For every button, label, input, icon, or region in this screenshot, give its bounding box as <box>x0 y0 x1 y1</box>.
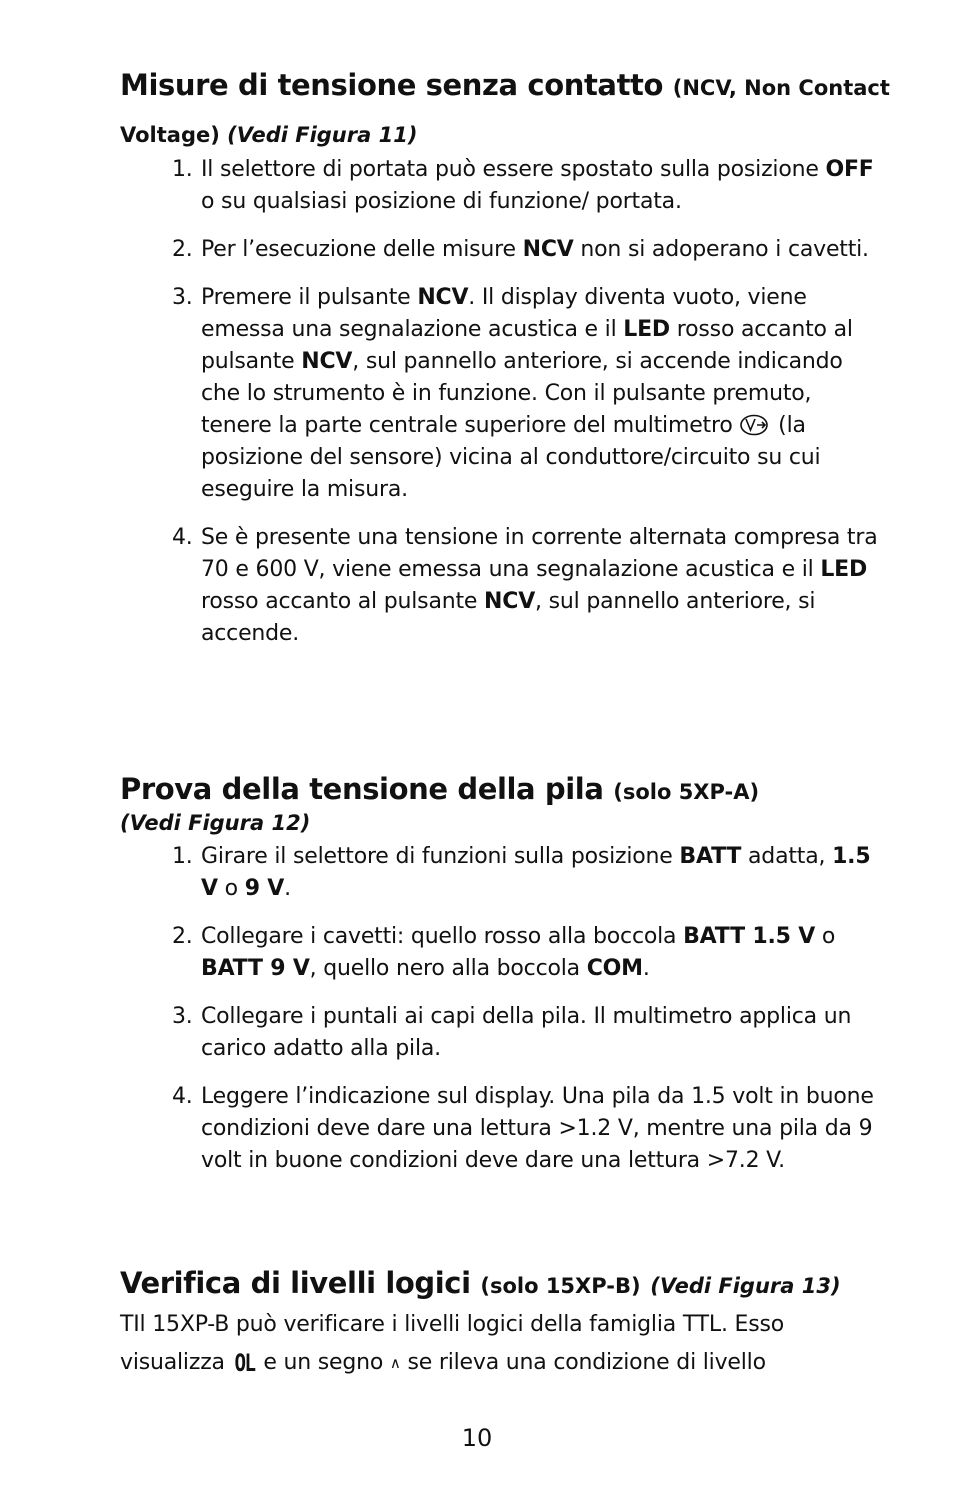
step-number: 1. <box>172 157 193 182</box>
ncv-sensor-icon <box>739 414 771 436</box>
caret-symbol: ∧ <box>389 1354 401 1372</box>
step-number: 3. <box>172 1004 193 1029</box>
step-number: 4. <box>172 1084 193 1109</box>
figure-reference: (Vedi Figura 12) <box>120 811 311 835</box>
list-item: 2. Per l’esecuzione delle misure NCV non si adoperano i cavetti. <box>172 234 884 266</box>
list-item: 4. Se è presente una tensione in corrente alternata compresa tra 70 e 600 V, viene emessa una segnalazione acustica e il LED rosso accanto al pulsante NCV, sul pannello anteriore, si accende. <box>172 522 884 650</box>
section-subline-ncv <box>120 122 417 149</box>
list-item: 1. Il selettore di portata può essere spostato sulla posizione OFF o su qualsiasi posizione di funzione/ portata. <box>172 154 884 218</box>
section-heading-logic <box>120 1265 841 1303</box>
step-number: 3. <box>172 285 193 310</box>
section-heading-battery <box>120 771 759 809</box>
step-number: 2. <box>172 924 193 949</box>
section-subline-battery <box>120 810 310 837</box>
figure-reference: (Vedi Figura 11) <box>227 123 418 147</box>
heading-small-text: (solo 5XP-A) <box>613 780 760 804</box>
section-heading-ncv <box>120 67 890 105</box>
heading-main-text: Prova della tensione della pila <box>120 772 604 806</box>
list-item: 3. Premere il pulsante NCV. Il display diventa vuoto, viene emessa una segnalazione acustica e il LED rosso accanto al pulsante NCV, sul pannello anteriore, si accende indicando che lo strumento è in funzione. Con il pulsante premuto, tenere la parte centrale superiore del multimetro (la posizione del sensore) vicina al conduttore/circuito su cui eseguire la misura. <box>172 282 884 506</box>
logic-paragraph: TIl 15XP-B può verificare i livelli logici della famiglia TTL. Esso visualizza OL e un segno ∧ se rileva una condizione di livello <box>120 1306 890 1382</box>
list-item: 2. Collegare i cavetti: quello rosso alla boccola BATT 1.5 V o BATT 9 V, quello nero alla boccola COM. <box>172 921 884 985</box>
ncv-steps-list <box>172 154 884 666</box>
step-number: 1. <box>172 844 193 869</box>
figure-reference: (Vedi Figura 13) <box>650 1274 841 1298</box>
heading-small-text: (NCV, Non Contact <box>672 76 890 100</box>
list-item: 1. Girare il selettore di funzioni sulla posizione BATT adatta, 1.5 V o 9 V. <box>172 841 884 905</box>
battery-steps-list <box>172 841 884 1193</box>
step-number: 4. <box>172 525 193 550</box>
overload-display-symbol: OL <box>234 1349 255 1377</box>
list-item: 4. Leggere l’indicazione sul display. Una pila da 1.5 volt in buone condizioni deve dare una lettura >1.2 V, mentre una pila da 9 volt in buone condizioni deve dare una lettura >7.2 V. <box>172 1081 884 1177</box>
heading-main-text: Verifica di livelli logici <box>120 1266 471 1300</box>
heading-small-text: (solo 15XP-B) <box>480 1274 641 1298</box>
subline-bold-text: Voltage) <box>120 123 220 147</box>
page-number: 10 <box>461 1424 493 1452</box>
step-number: 2. <box>172 237 193 262</box>
list-item: 3. Collegare i puntali ai capi della pila. Il multimetro applica un carico adatto alla pila. <box>172 1001 884 1065</box>
heading-main-text: Misure di tensione senza contatto <box>120 68 664 102</box>
